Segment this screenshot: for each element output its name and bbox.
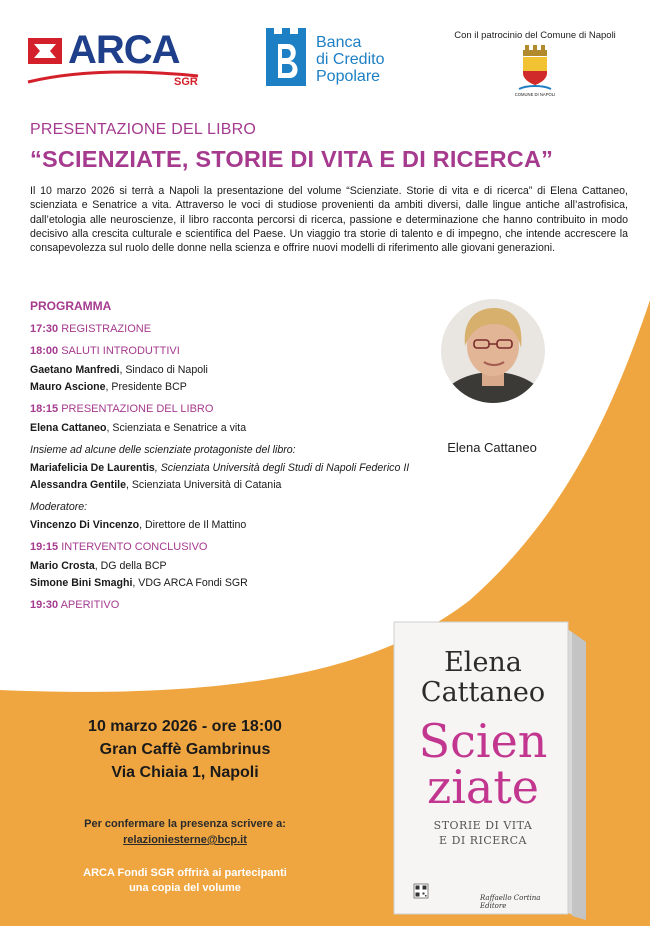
- slot-label: INTERVENTO CONCLUSIVO: [61, 541, 208, 553]
- book-title-line: ziate: [426, 760, 540, 814]
- rsvp: [40, 818, 330, 846]
- speaker-name: Alessandra Gentile: [30, 479, 126, 491]
- portrait-photo: [430, 298, 556, 404]
- arca-wordmark: ARCA: [68, 28, 180, 72]
- page-title: “SCIENZIATE, STORIE DI VITA E DI RICERCA”: [30, 146, 554, 172]
- speaker-role: , Scienziata e Senatrice a vita: [106, 422, 247, 434]
- speaker: [30, 560, 430, 573]
- program-slot: [30, 599, 430, 612]
- speaker-name: Gaetano Manfredi: [30, 364, 120, 376]
- arca-logo: [28, 30, 198, 92]
- patronage-text: Con il patrocinio del Comune di Napoli: [454, 30, 616, 41]
- bcp-line: di Credito: [316, 51, 385, 68]
- event-date: 10 marzo 2026 - ore 18:00: [88, 718, 282, 735]
- program-heading: PROGRAMMA: [30, 299, 112, 313]
- book-author-last: Cattaneo: [420, 677, 546, 708]
- speaker: [30, 519, 430, 532]
- slot-time: 19:15: [30, 541, 59, 553]
- speaker: [30, 479, 430, 492]
- program-slot: [30, 541, 430, 590]
- slot-time: 18:15: [30, 403, 59, 415]
- qr-code-icon: [414, 884, 428, 898]
- speaker: [30, 422, 430, 435]
- program-slot: [30, 444, 430, 492]
- speaker-role: , Scienziata Università di Catania: [125, 479, 282, 491]
- book-author: [408, 648, 558, 708]
- book-cover: [394, 622, 594, 920]
- speaker-role: , Sindaco di Napoli: [119, 364, 208, 376]
- slot-time: 18:00: [30, 345, 59, 357]
- book-publisher: Raffaello Cortina Editore: [480, 894, 541, 910]
- speaker: [30, 381, 430, 394]
- bcp-tower-icon: [262, 28, 310, 90]
- speaker: [30, 462, 430, 475]
- gift-note: [40, 866, 330, 896]
- slot-time: 19:30: [30, 599, 59, 611]
- program-slot: [30, 345, 430, 394]
- program-slot: [30, 403, 430, 435]
- rsvp-text: Per confermare la presenza scrivere a:: [84, 818, 286, 830]
- gift-line: una copia del volume: [129, 882, 241, 894]
- slot-label: SALUTI INTRODUTTIVI: [61, 345, 180, 357]
- program-slot: [30, 501, 430, 532]
- program: [30, 300, 430, 621]
- book-subtitle-line: E DI RICERCA: [439, 834, 527, 847]
- speaker-name: Mauro Ascione: [30, 381, 106, 393]
- speaker-name: Vincenzo Di Vincenzo: [30, 519, 140, 531]
- kicker: PRESENTAZIONE DEL LIBRO: [30, 121, 256, 138]
- slot-note: Moderatore:: [30, 501, 88, 513]
- book-subtitle: [404, 818, 562, 848]
- speaker-name: Mariafelicia De Laurentis: [30, 462, 155, 474]
- speaker: [30, 364, 430, 377]
- photo-caption: Elena Cattaneo: [447, 440, 537, 455]
- arca-mark-icon: [28, 34, 64, 68]
- gift-line: ARCA Fondi SGR offrirà ai partecipanti: [83, 867, 287, 879]
- slot-label: APERITIVO: [60, 599, 120, 611]
- book-subtitle-line: STORIE DI VITA: [433, 819, 533, 832]
- speaker-role: , VDG ARCA Fondi SGR: [132, 577, 248, 589]
- rsvp-email-link[interactable]: relazioniesterne@bcp.it: [123, 834, 247, 846]
- arca-swoosh-icon: [28, 68, 198, 86]
- crest-caption: COMUNE DI NAPOLI: [514, 92, 556, 97]
- book-title-line: Scien: [418, 714, 548, 768]
- speaker-name: Elena Cattaneo: [30, 422, 107, 434]
- bcp-line: Popolare: [316, 68, 381, 85]
- arca-sgr-label: SGR: [174, 76, 198, 88]
- speaker-role: , Scienziata Università degli Studi di Napoli Federico II: [154, 462, 410, 474]
- speaker-role: , Direttore de Il Mattino: [139, 519, 247, 531]
- slot-time: 17:30: [30, 323, 59, 335]
- napoli-crest-icon: [514, 45, 556, 97]
- event-place: Gran Caffè Gambrinus: [99, 741, 271, 758]
- speaker: [30, 577, 430, 590]
- speaker-name: Simone Bini Smaghi: [30, 577, 133, 589]
- intro-paragraph: Il 10 marzo 2026 si terrà a Napoli la presentazione del volume “Scienziate. Storie di vita e di ricerca” di Elena Cattaneo, scienziata e Senatrice a vita. Attraverso le voci di studiose provenienti da ambiti diversi, dalle lingue antiche all’astrofisica, dall’etologia alle neuroscienze, il libro racconta percorsi di ricerca, passione e determinazione che hanno contribuito in modo decisivo alla crescita culturale e scientifica del Paese. Un viaggio tra storie di talento e di impegno, che intende accrescere la consapevolezza sul ruolo delle donne nella scienza e offrire nuovi modelli di riferimento alle giovani generazioni.: [30, 185, 628, 255]
- program-slot: [30, 323, 430, 336]
- speaker-name: Mario Crosta: [30, 560, 95, 572]
- book-author-first: Elena: [444, 647, 522, 678]
- speaker-role: , DG della BCP: [94, 560, 167, 572]
- bcp-logo: [262, 28, 412, 98]
- bcp-line: Banca: [316, 34, 362, 51]
- speaker-role: , Presidente BCP: [105, 381, 187, 393]
- patronage: [440, 30, 630, 97]
- slot-label: REGISTRAZIONE: [61, 323, 152, 335]
- bcp-wordmark: [316, 34, 384, 85]
- event-details: [40, 718, 330, 782]
- slot-label: PRESENTAZIONE DEL LIBRO: [61, 403, 214, 415]
- event-address: Via Chiaia 1, Napoli: [111, 764, 259, 781]
- slot-note: Insieme ad alcune delle scienziate protagoniste del libro:: [30, 444, 296, 456]
